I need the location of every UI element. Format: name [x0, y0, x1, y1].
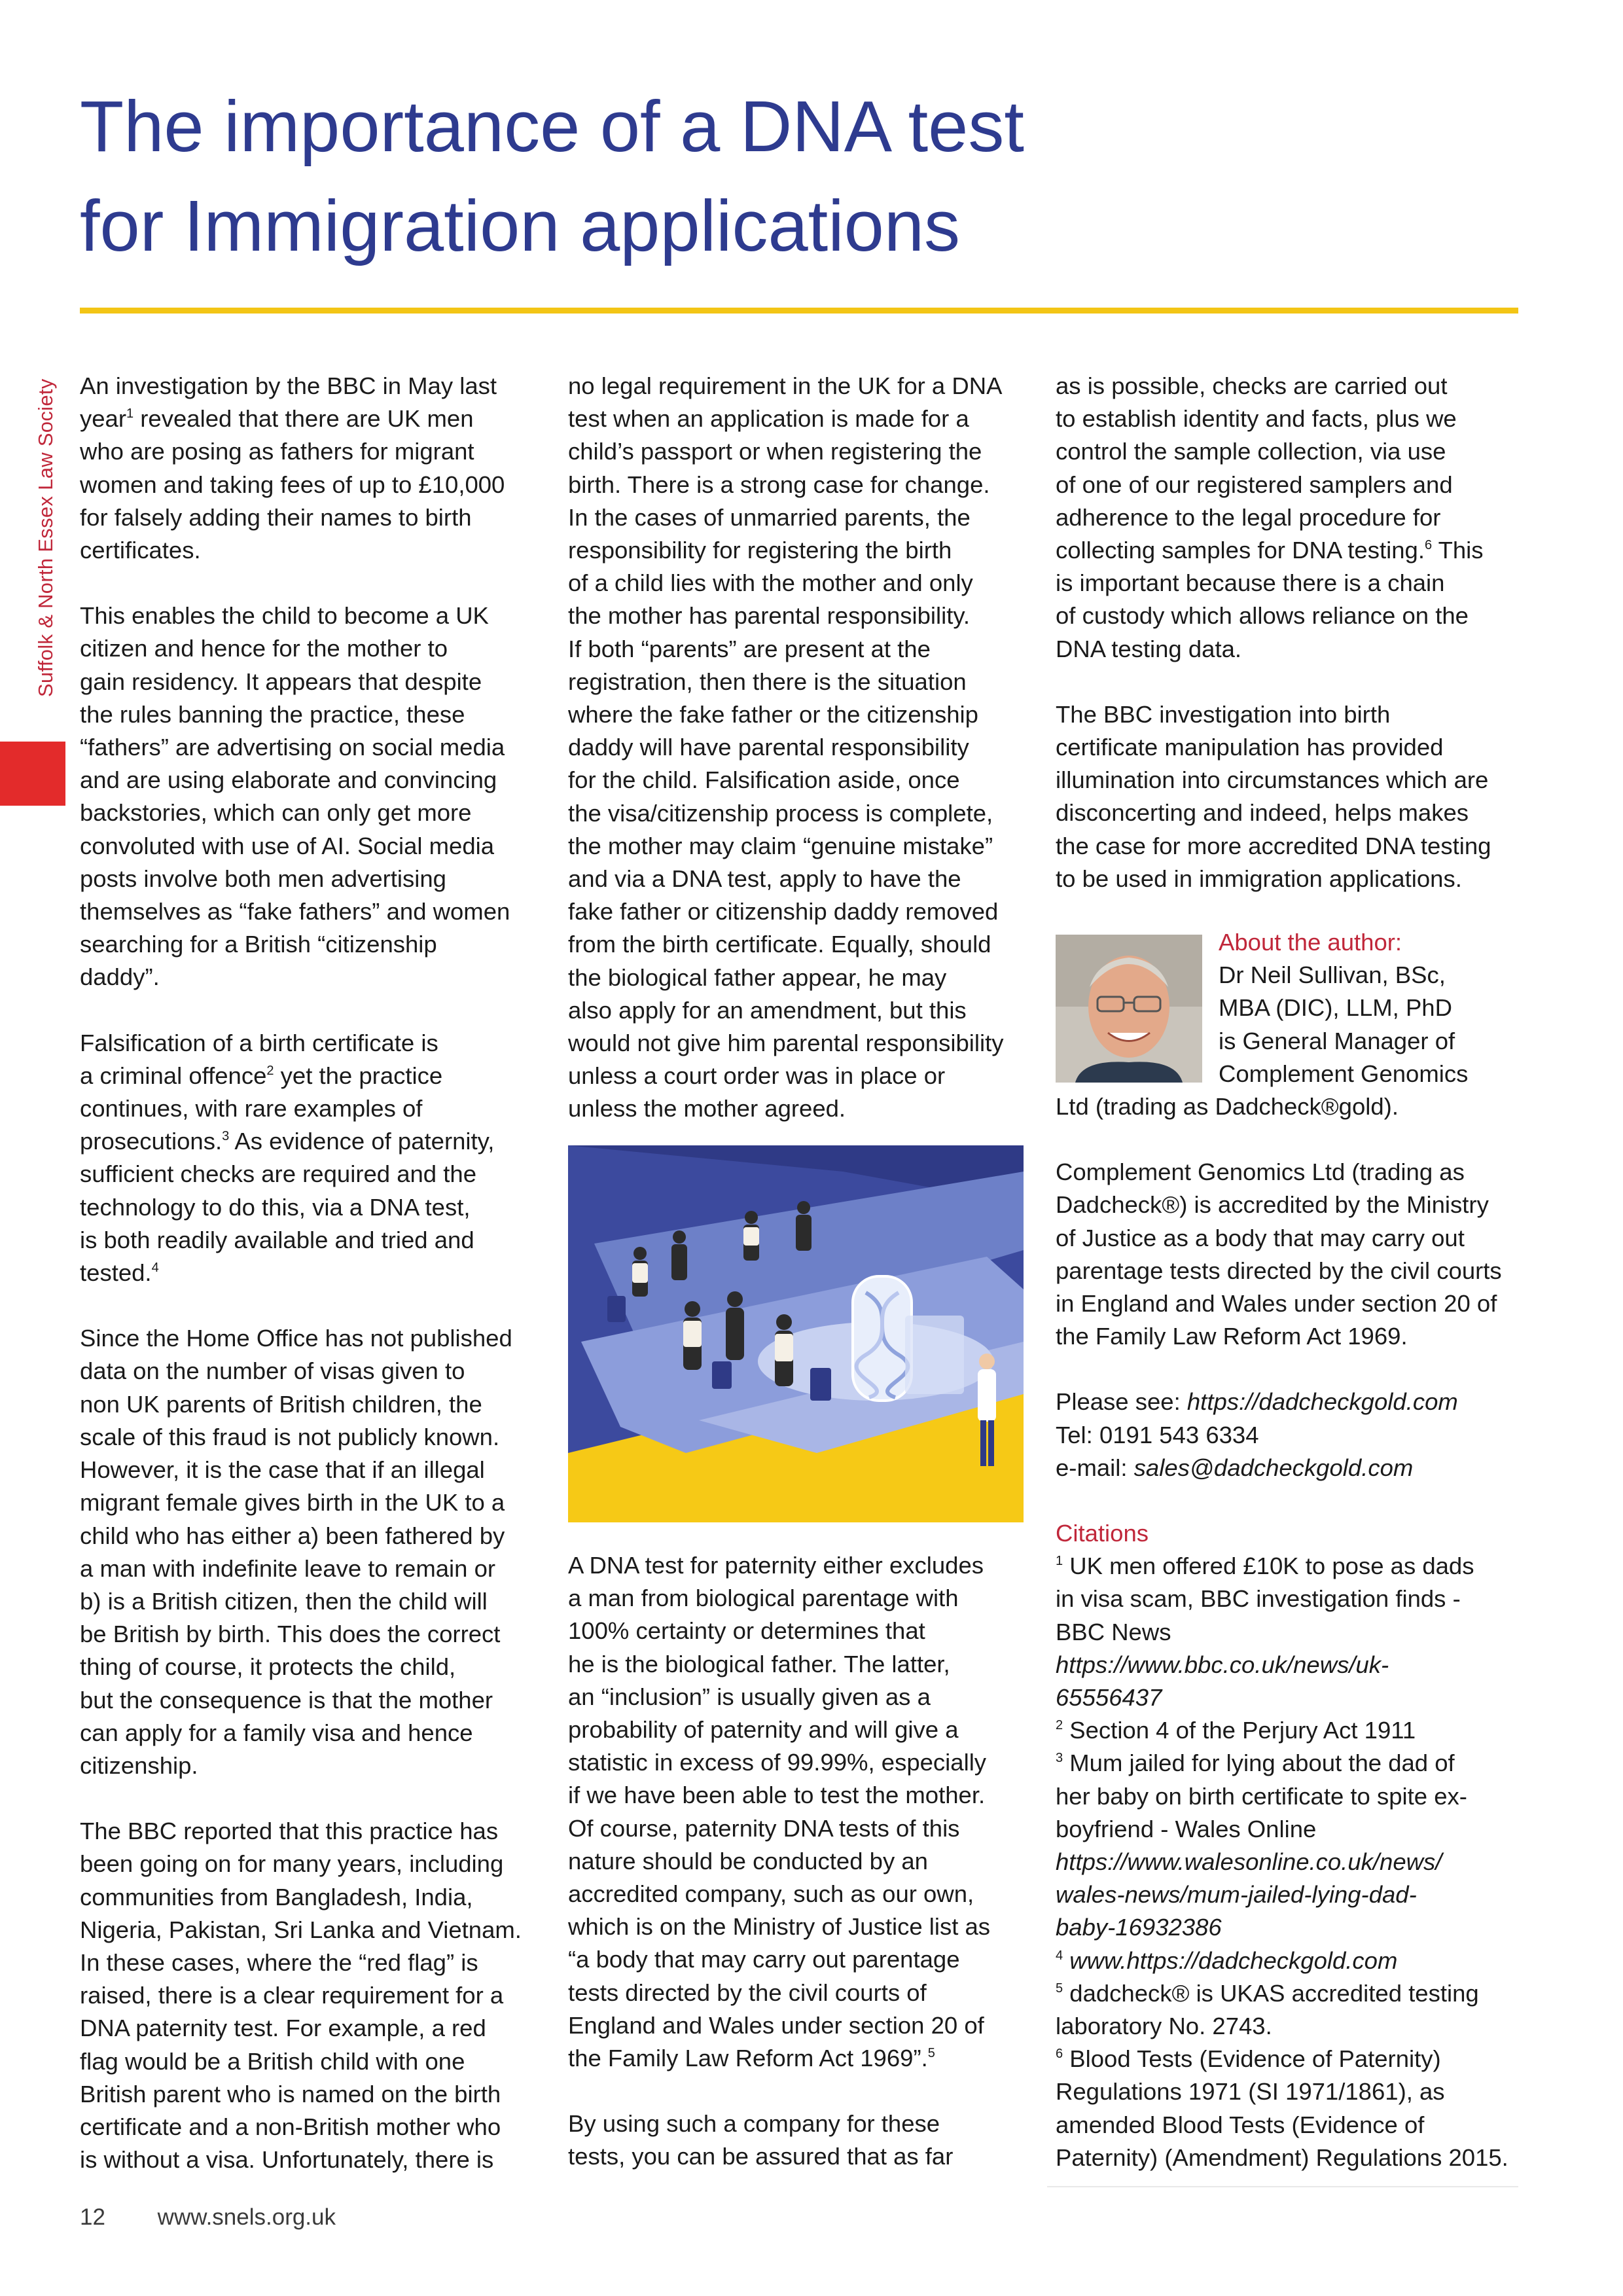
text-line: Since the Home Office has not published [80, 1325, 512, 1352]
citation-line: amended Blood Tests (Evidence of [1056, 2111, 1425, 2138]
text-line: is General Manager of [1219, 1027, 1455, 1054]
footer-divider [1047, 2186, 1518, 2187]
text-line: statistic in excess of 99.99%, especially [568, 1749, 987, 1776]
citations-list [1056, 1550, 1517, 2174]
citations-section [1056, 1517, 1517, 2174]
citation-url[interactable]: wales-news/mum-jailed-lying-dad- [1056, 1881, 1417, 1909]
article-title [80, 77, 1323, 276]
citation-number: 6 [1056, 2047, 1063, 2062]
citation-number: 2 [1056, 1718, 1063, 1733]
text-line: technology to do this, via a DNA test, [80, 1193, 471, 1221]
text-line: posts involve both men advertising [80, 865, 446, 892]
text-line: convoluted with use of AI. Social media [80, 832, 495, 859]
text-line: tested.$^4$ [80, 1259, 159, 1287]
text-line: However, it is the case that if an illegal [80, 1456, 485, 1484]
col3-paragraph-2 [1056, 698, 1517, 895]
citation-number: 5 [1056, 1981, 1063, 1996]
text-line: adherence to the legal procedure for [1056, 503, 1441, 531]
citation-line [1056, 1649, 1517, 1681]
text-line: control the sample collection, via use [1056, 438, 1446, 465]
red-tab-marker [0, 742, 65, 806]
text-line: If both “parents” are present at the [568, 635, 931, 662]
text-line: who are posing as fathers for migrant [80, 438, 474, 465]
citation-number: 1 [1056, 1554, 1063, 1569]
text-line: of one of our registered samplers and [1056, 471, 1453, 498]
author-photo [1056, 935, 1202, 1083]
dna-immigration-illustration [568, 1145, 1024, 1522]
text-line: and are using elaborate and convincing [80, 766, 497, 794]
text-line: child’s passport or when registering the [568, 438, 982, 465]
text-line: registration, then there is the situation [568, 668, 967, 695]
col2-paragraph-3 [568, 2108, 1026, 2173]
text-line: 100% certainty or determines that [568, 1617, 925, 1645]
text-line: test when an application is made for a [568, 405, 969, 433]
text-line: “fathers” are advertising on social media [80, 734, 505, 761]
text-line: tests, you can be assured that as far [568, 2143, 954, 2170]
column-2 [568, 370, 1026, 1158]
text-line: the Family Law Reform Act 1969”.$^5$ [568, 2045, 935, 2072]
column-2-continued [568, 1549, 1026, 2206]
page-number: 12 [80, 2204, 105, 2230]
text-line: gain residency. It appears that despite [80, 668, 482, 695]
text-line: The BBC investigation into birth [1056, 700, 1391, 728]
text-line: A DNA test for paternity either excludes [568, 1552, 984, 1579]
contact-email: e-mail: sales@dadcheckgold.com [1056, 1454, 1414, 1481]
citation-line [1056, 1945, 1517, 1977]
citation-line: $^5$ dadcheck® is UKAS accredited testing [1056, 1979, 1479, 2007]
citation-url[interactable]: https://www.walesonline.co.uk/news/ [1056, 1848, 1442, 1876]
text-line: from the birth certificate. Equally, should [568, 931, 991, 958]
col1-paragraph-4 [80, 1322, 538, 1782]
text-line: certificate and a non-British mother who [80, 2113, 501, 2140]
text-line: certificates. [80, 537, 201, 564]
contact-email-link[interactable]: sales@dadcheckgold.com [1133, 1454, 1414, 1481]
citation-line: her baby on birth certificate to spite ex- [1056, 1782, 1467, 1810]
citation-line [1056, 1681, 1517, 1714]
citation-url[interactable]: 65556437 [1056, 1684, 1162, 1712]
text-line: in England and Wales under section 20 of [1056, 1290, 1497, 1318]
text-line: for falsely adding their names to birth [80, 503, 472, 531]
text-line: a man from biological parentage with [568, 1585, 959, 1612]
text-line: no legal requirement in the UK for a DNA [568, 372, 1003, 399]
text-line: can apply for a family visa and hence [80, 1719, 473, 1746]
text-line: year$^1$ revealed that there are UK men [80, 405, 474, 433]
citation-url[interactable]: www.https://dadcheckgold.com [1069, 1946, 1398, 1974]
citation-line: boyfriend - Wales Online [1056, 1815, 1317, 1842]
citation-line [1056, 1878, 1517, 1911]
text-line: nature should be conducted by an [568, 1847, 928, 1874]
text-line: collecting samples for DNA testing.$^6$ This [1056, 537, 1484, 564]
text-line: also apply for an amendment, but this [568, 996, 967, 1024]
text-line: illumination into circumstances which are [1056, 766, 1489, 794]
column-3-continued [1056, 1090, 1517, 2174]
text-line: women and taking fees of up to £10,000 [80, 471, 505, 498]
col2-paragraph-1 [568, 370, 1026, 1126]
text-line: daddy”. [80, 963, 160, 991]
text-line: if we have been able to test the mother. [568, 1782, 986, 1809]
text-line: Complement Genomics Ltd (trading as [1056, 1158, 1465, 1186]
text-line: as is possible, checks are carried out [1056, 372, 1448, 399]
col3-paragraph-1 [1056, 370, 1517, 666]
citation-line: in visa scam, BBC investigation finds - [1056, 1585, 1461, 1613]
text-line: communities from Bangladesh, India, [80, 1883, 473, 1910]
text-line: of a child lies with the mother and only [568, 569, 973, 597]
text-line: certificate manipulation has provided [1056, 734, 1444, 761]
text-line: is important because there is a chain [1056, 569, 1445, 597]
footnote-marker: 5 [927, 2046, 935, 2061]
citation-line: $^2$ Section 4 of the Perjury Act 1911 [1056, 1717, 1416, 1744]
text-line: b) is a British citizen, then the child will [80, 1587, 488, 1615]
author-lines [1219, 959, 1520, 1090]
text-line: daddy will have parental responsibility [568, 734, 969, 761]
author-heading: About the author: [1219, 929, 1402, 956]
text-line: migrant female gives birth in the UK to a [80, 1489, 505, 1516]
text-line: but the consequence is that the mother [80, 1686, 493, 1713]
author-tail: Ltd (trading as Dadcheck®gold). [1056, 1093, 1399, 1120]
text-line: British parent who is named on the birth [80, 2080, 501, 2108]
text-line: tests directed by the civil courts of [568, 1979, 927, 2006]
text-line: where the fake father or the citizenship [568, 701, 978, 728]
footnote-marker: 4 [151, 1261, 159, 1276]
text-line: to be used in immigration applications. [1056, 865, 1462, 892]
text-line: citizenship. [80, 1751, 198, 1779]
citation-line: Paternity) (Amendment) Regulations 2015. [1056, 2144, 1508, 2171]
text-line: he is the biological father. The latter, [568, 1650, 950, 1677]
text-line: the case for more accredited DNA testing [1056, 832, 1491, 859]
text-line: of custody which allows reliance on the [1056, 602, 1469, 630]
contact-website: Please see: https://dadcheckgold.com [1056, 1388, 1458, 1416]
text-line: been going on for many years, including [80, 1850, 504, 1878]
text-line: Dr Neil Sullivan, BSc, [1219, 961, 1446, 989]
col1-paragraph-2 [80, 600, 538, 994]
text-line: an “inclusion” is usually given as a [568, 1683, 931, 1710]
contact-telephone: Tel: 0191 543 6334 [1056, 1421, 1259, 1448]
text-line: raised, there is a clear requirement for a [80, 1982, 504, 2009]
text-line: a man with indefinite leave to remain or [80, 1554, 496, 1582]
text-line: DNA paternity test. For example, a red [80, 2015, 486, 2042]
page-footer [80, 2204, 336, 2231]
citation-url[interactable]: https://www.bbc.co.uk/news/uk- [1056, 1651, 1389, 1678]
column-3 [1056, 370, 1517, 928]
contact-block [1056, 1386, 1517, 1484]
col1-paragraph-1 [80, 370, 538, 567]
footnote-marker: 2 [266, 1063, 274, 1078]
text-line: be British by birth. This does the correct [80, 1621, 501, 1648]
text-line: The BBC reported that this practice has [80, 1818, 499, 1845]
text-line: England and Wales under section 20 of [568, 2011, 984, 2039]
text-line: unless a court order was in place or [568, 1062, 946, 1090]
citation-line: $^3$ Mum jailed for lying about the dad of [1056, 1749, 1455, 1777]
text-line: This enables the child to become a UK [80, 602, 489, 630]
citation-url[interactable]: baby-16932386 [1056, 1914, 1222, 1941]
text-line: non UK parents of British children, the [80, 1390, 482, 1418]
text-line: parentage tests directed by the civil courts [1056, 1257, 1502, 1284]
text-line: continues, with rare examples of [80, 1095, 423, 1122]
author-bio [1219, 926, 1520, 1090]
text-line: the biological father appear, he may [568, 963, 947, 991]
text-line: Falsification of a birth certificate is [80, 1029, 438, 1056]
text-line: responsibility for registering the birth [568, 537, 952, 564]
text-line: which is on the Ministry of Justice list as [568, 1913, 991, 1941]
text-line: Complement Genomics [1219, 1060, 1469, 1087]
text-line: is both readily available and tried and [80, 1226, 474, 1253]
text-line: searching for a British “citizenship [80, 931, 437, 958]
text-line: sufficient checks are required and the [80, 1160, 476, 1188]
text-line: fake father or citizenship daddy removed [568, 898, 999, 925]
text-line: data on the number of visas given to [80, 1357, 465, 1385]
citation-number: 4 [1056, 1948, 1063, 1963]
text-line: a criminal offence$^2$ yet the practice [80, 1062, 443, 1089]
col3-paragraph-3 [1056, 1156, 1517, 1353]
text-line: “a body that may carry out parentage [568, 1946, 960, 1973]
text-line: flag would be a British child with one [80, 2047, 465, 2075]
text-line: the Family Law Reform Act 1969. [1056, 1323, 1408, 1350]
text-line: backstories, which can only get more [80, 799, 472, 827]
text-line: By using such a company for these [568, 2110, 940, 2138]
title-divider [80, 308, 1518, 314]
text-line: Nigeria, Pakistan, Sri Lanka and Vietnam. [80, 1916, 522, 1943]
text-line: the mother has parental responsibility. [568, 602, 971, 630]
text-line: child who has either a) been fathered by [80, 1522, 505, 1549]
text-line: the rules banning the practice, these [80, 700, 465, 728]
text-line: citizen and hence for the mother to [80, 635, 448, 662]
column-1 [80, 370, 538, 2209]
citation-line: $^6$ Blood Tests (Evidence of Paternity) [1056, 2045, 1441, 2073]
citation-line: BBC News [1056, 1618, 1171, 1645]
footnote-marker: 3 [222, 1129, 230, 1144]
col1-paragraph-3 [80, 1027, 538, 1290]
citation-line: laboratory No. 2743. [1056, 2013, 1272, 2040]
text-line: Of course, paternity DNA tests of this [568, 1814, 960, 1842]
citation-line: Regulations 1971 (SI 1971/1861), as [1056, 2078, 1445, 2106]
contact-url-link[interactable]: https://dadcheckgold.com [1186, 1388, 1458, 1416]
text-line: themselves as “fake fathers” and women [80, 898, 510, 925]
text-line: MBA (DIC), LLM, PhD [1219, 994, 1452, 1022]
col2-paragraph-2 [568, 1549, 1026, 2075]
text-line: unless the mother agreed. [568, 1095, 846, 1122]
text-line: thing of course, it protects the child, [80, 1653, 456, 1681]
text-line: accredited company, such as our own, [568, 1880, 974, 1908]
text-line: the visa/citizenship process is complete, [568, 799, 993, 827]
text-line: probability of paternity and will give a [568, 1716, 959, 1744]
text-line: would not give him parental responsibility [568, 1030, 1004, 1057]
text-line: of Justice as a body that may carry out [1056, 1224, 1465, 1251]
text-line: the mother may claim “genuine mistake” [568, 832, 993, 859]
text-line: for the child. Falsification aside, once [568, 766, 960, 794]
text-line: Dadcheck®) is accredited by the Ministry [1056, 1191, 1489, 1219]
title-line-2: for Immigration applications [80, 186, 961, 266]
text-line: and via a DNA test, apply to have the [568, 865, 961, 893]
footnote-marker: 1 [126, 406, 134, 422]
citation-line [1056, 1911, 1517, 1944]
text-line: DNA testing data. [1056, 635, 1242, 662]
title-line-1: The importance of a DNA test [80, 86, 1024, 167]
citation-line [1056, 1846, 1517, 1878]
text-line: In these cases, where the “red flag” is [80, 1948, 478, 1976]
text-line: In the cases of unmarried parents, the [568, 503, 971, 531]
text-line: disconcerting and indeed, helps makes [1056, 799, 1469, 827]
text-line: is without a visa. Unfortunately, there is [80, 2146, 494, 2174]
citations-heading: Citations [1056, 1520, 1149, 1547]
citation-line: $^1$ UK men offered £10K to pose as dads [1056, 1552, 1474, 1580]
text-line: prosecutions.$^3$ As evidence of paternity, [80, 1128, 495, 1155]
text-line: birth. There is a strong case for change. [568, 471, 990, 498]
text-line: to establish identity and facts, plus we [1056, 405, 1457, 433]
col1-paragraph-5 [80, 1815, 538, 2176]
text-line: An investigation by the BBC in May last [80, 372, 497, 399]
footnote-marker: 6 [1424, 538, 1433, 553]
citation-number: 3 [1056, 1751, 1063, 1766]
society-side-label: Suffolk & North Essex Law Society [34, 378, 57, 697]
footer-website-link[interactable]: www.snels.org.uk [157, 2204, 336, 2230]
text-line: scale of this fraud is not publicly known. [80, 1423, 500, 1450]
